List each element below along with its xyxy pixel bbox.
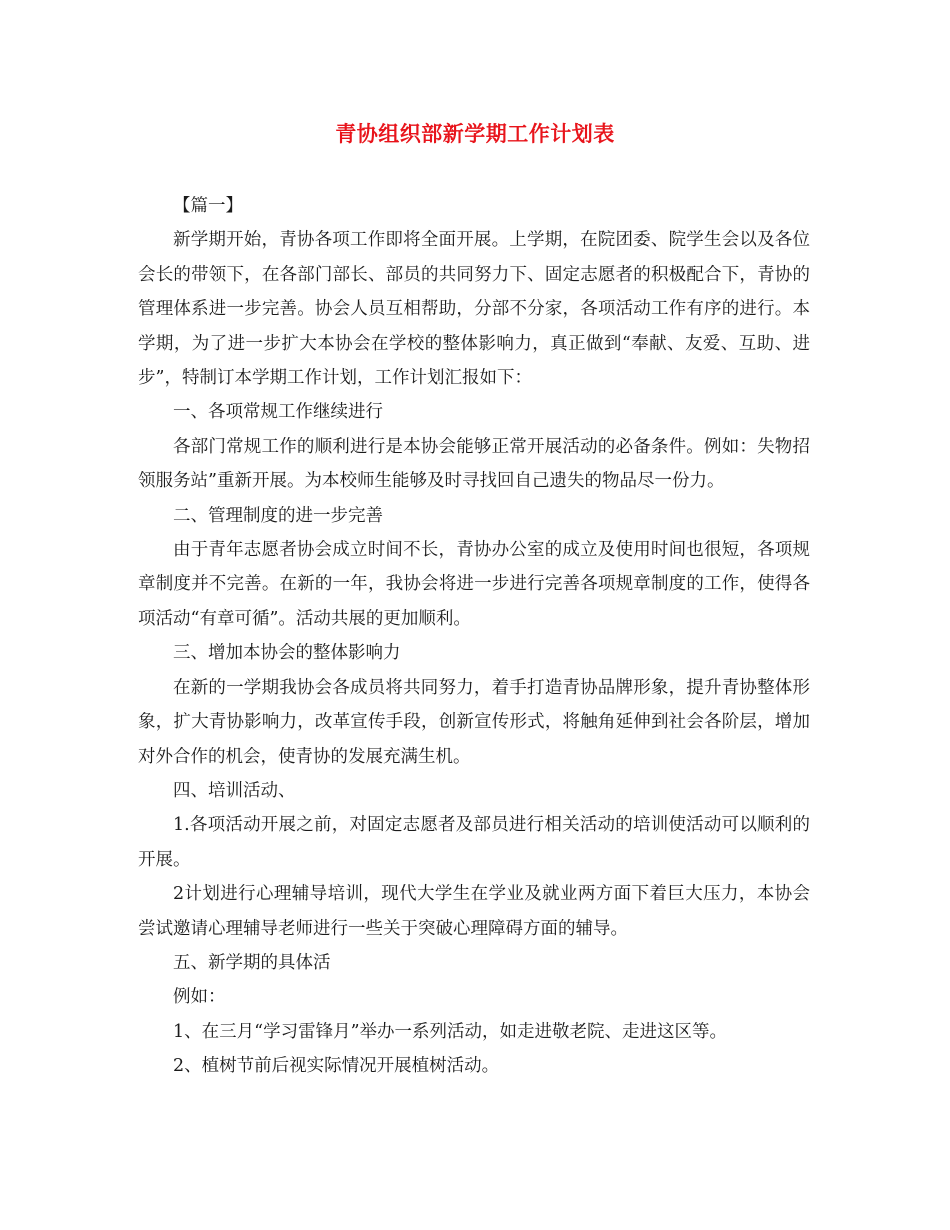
- paragraph: 由于青年志愿者协会成立时间不长，青协办公室的成立及使用时间也很短，各项规章制度并不完善。在新的一年，我协会将进一步进行完善各项规章制度的工作，使得各项活动“有章可循”。活动共展的更加顺利。: [138, 540, 810, 629]
- paragraph: 五、新学期的具体活: [173, 952, 331, 973]
- paragraph: 四、培训活动、: [173, 780, 296, 801]
- paragraph: 一、各项常规工作继续进行: [173, 402, 383, 423]
- paragraph: 2、植树节前后视实际情况开展植树活动。: [173, 1056, 500, 1077]
- paragraph: 在新的一学期我协会各成员将共同努力，着手打造青协品牌形象，提升青协整体形象，扩大青协影响力，改革宣传手段，创新宣传形式，将触角延伸到社会各阶层，增加对外合作的机会，使青协的发展充满生机。: [138, 677, 810, 767]
- document-body: [138, 189, 810, 1084]
- paragraph: 1.各项活动开展之前，对固定志愿者及部员进行相关活动的培训使活动可以顺利的开展。: [138, 815, 810, 870]
- document-title: 青协组织部新学期工作计划表: [335, 121, 615, 146]
- paragraph: 【篇一】: [173, 196, 243, 216]
- paragraph: 二、管理制度的进一步完善: [173, 505, 383, 526]
- paragraph: 例如：: [173, 987, 226, 1008]
- paragraph: 新学期开始，青协各项工作即将全面开展。上学期，在院团委、院学生会以及各位会长的带领下，在各部门部长、部员的共同努力下、固定志愿者的积极配合下，青协的管理体系进一步完善。协会人员互相帮助，分部不分家，各项活动工作有序的进行。本学期，为了进一步扩大本协会在学校的整体影响力，真正做到“奉献、友爱、互助、进步”，特制订本学期工作计划，工作计划汇报如下：: [138, 230, 810, 389]
- paragraph: 三、增加本协会的整体影响力: [173, 643, 401, 664]
- paragraph: 1、在三月“学习雷锋月”举办一系列活动，如走进敬老院、走进这区等。: [173, 1021, 728, 1042]
- paragraph: 2计划进行心理辅导培训，现代大学生在学业及就业两方面下着巨大压力，本协会尝试邀请心理辅导老师进行一些关于突破心理障碍方面的辅导。: [138, 884, 810, 939]
- paragraph: 各部门常规工作的顺利进行是本协会能够正常开展活动的必备条件。例如：失物招领服务站”重新开展。为本校师生能够及时寻找回自己遗失的物品尽一份力。: [138, 436, 810, 492]
